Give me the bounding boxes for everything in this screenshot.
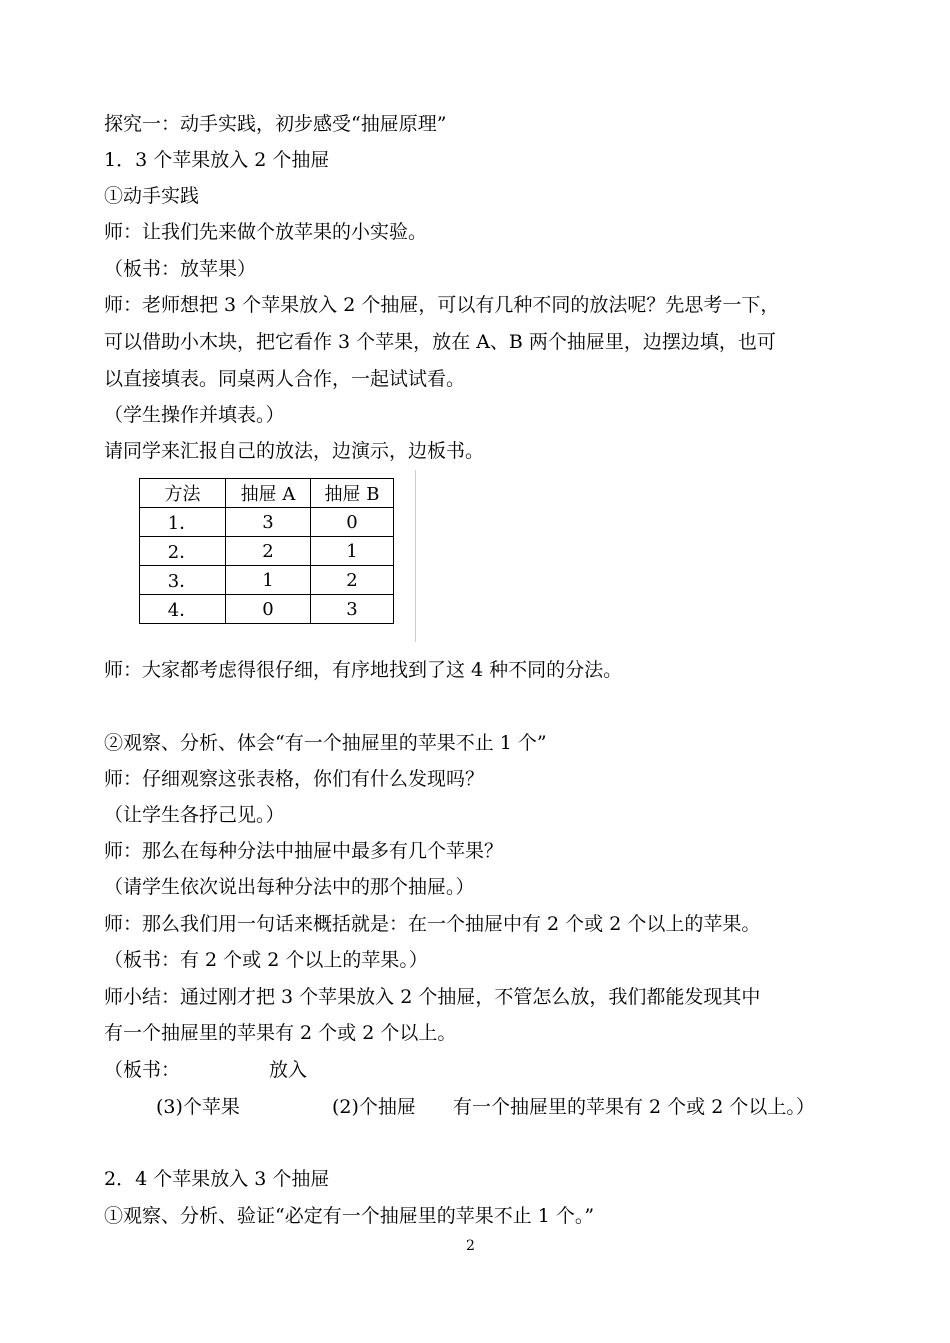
table-cell: 1 [311, 537, 394, 566]
table-row [140, 508, 394, 537]
paragraph: （板书：有 2 个或 2 个以上的苹果。） [104, 949, 428, 971]
board-prefix: （板书： [104, 1059, 181, 1081]
paragraph: 有一个抽屉里的苹果有 2 个或 2 个以上。 [104, 1022, 457, 1044]
board-conclusion: 有一个抽屉里的苹果有 2 个或 2 个以上。） [453, 1096, 815, 1118]
section-heading: 探究一：动手实践，初步感受“抽屉原理” [104, 113, 447, 135]
paragraph: （学生操作并填表。） [104, 404, 285, 426]
table-header-row [140, 479, 394, 508]
table-cell: 1． [140, 508, 226, 537]
step-heading: ②观察、分析、体会“有一个抽屉里的苹果不止 1 个” [104, 732, 547, 754]
board-put-in: 放入 [269, 1059, 308, 1081]
paragraph: 师小结：通过刚才把 3 个苹果放入 2 个抽屉，不管怎么放，我们都能发现其中 [104, 986, 761, 1008]
paragraph: （请学生依次说出每种分法中的那个抽屉。） [104, 876, 475, 898]
table-cell: 4． [140, 595, 226, 624]
board-apples: (3)个苹果 [156, 1096, 240, 1118]
paragraph: 请同学来汇报自己的放法，边演示，边板书。 [104, 440, 485, 462]
table-row [140, 595, 394, 624]
table-cell: 1 [226, 566, 311, 595]
step-heading: ①动手实践 [104, 185, 200, 207]
paragraph: 师：让我们先来做个放苹果的小实验。 [104, 221, 428, 243]
paragraph: 师：大家都考虑得很仔细，有序地找到了这 4 种不同的分法。 [104, 659, 623, 681]
paragraph: 师：老师想把 3 个苹果放入 2 个抽屉，可以有几种不同的放法呢？先思考一下， [104, 294, 780, 316]
table-cell: 3 [226, 508, 311, 537]
subheading-3-apples: 1．3 个苹果放入 2 个抽屉 [104, 149, 330, 171]
subheading-4-apples: 2．4 个苹果放入 3 个抽屉 [104, 1168, 330, 1190]
table-cell: 2 [311, 566, 394, 595]
placement-table [139, 478, 394, 624]
paragraph: （让学生各抒己见。） [104, 804, 285, 826]
table-header: 抽屉 A [226, 479, 311, 508]
paragraph: 师：那么我们用一句话来概括就是：在一个抽屉中有 2 个或 2 个以上的苹果。 [104, 913, 761, 935]
table-cell: 2 [226, 537, 311, 566]
table-header: 方法 [140, 479, 226, 508]
paragraph: （板书：放苹果） [104, 258, 257, 280]
vertical-divider [415, 470, 416, 642]
table-row [140, 537, 394, 566]
table-cell: 3． [140, 566, 226, 595]
paragraph: 师：仔细观察这张表格，你们有什么发现吗？ [104, 768, 485, 790]
table-header: 抽屉 B [311, 479, 394, 508]
table-row [140, 566, 394, 595]
step-heading: ①观察、分析、验证“必定有一个抽屉里的苹果不止 1 个。” [104, 1205, 595, 1227]
board-drawers: (2)个抽屉 [332, 1096, 416, 1118]
board-note [104, 1058, 308, 1082]
table-cell: 3 [311, 595, 394, 624]
paragraph: 师：那么在每种分法中抽屉中最多有几个苹果？ [104, 840, 504, 862]
table-cell: 0 [311, 508, 394, 537]
page-number: 2 [466, 1238, 475, 1254]
table-cell: 0 [226, 595, 311, 624]
table-cell: 2． [140, 537, 226, 566]
paragraph: 可以借助小木块，把它看作 3 个苹果，放在 A、B 两个抽屉里，边摆边填，也可 [104, 331, 776, 353]
paragraph: 以直接填表。同桌两人合作，一起试试看。 [104, 368, 466, 390]
